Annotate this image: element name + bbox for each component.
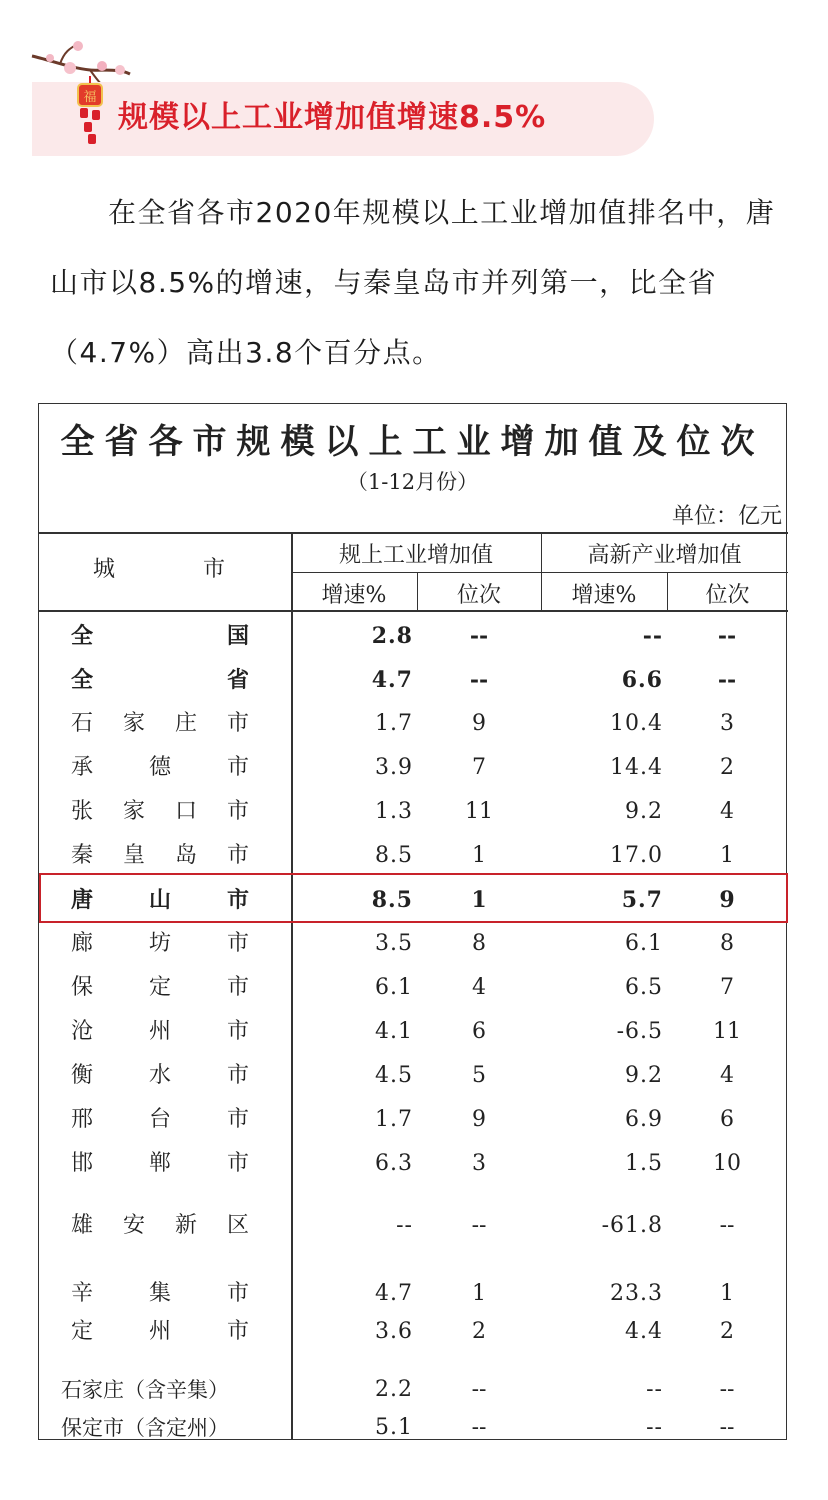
hightech-rank-cell: -- [719, 1377, 735, 1402]
table-row [39, 616, 786, 656]
hightech-speed-cell: 1.5 [625, 1151, 663, 1176]
hightech-speed-cell: 4.4 [625, 1319, 663, 1344]
city-name-cell: 廊 坊 市 [71, 931, 249, 956]
industrial-rank-cell: 2 [472, 1319, 486, 1344]
hightech-rank-cell: 2 [720, 755, 734, 780]
city-name-cell: 辛 集 市 [71, 1281, 249, 1306]
table-row [39, 1012, 786, 1052]
table-row [39, 660, 786, 700]
hightech-rank-cell: 1 [720, 1281, 734, 1306]
hightech-speed-cell: 6.6 [621, 667, 663, 693]
city-name-cell: 全 国 [71, 623, 249, 649]
hightech-rank-cell: 8 [720, 931, 734, 956]
table-row [39, 924, 786, 964]
table-row [39, 968, 786, 1008]
industrial-speed-cell: 6.3 [375, 1151, 413, 1176]
svg-text:福: 福 [83, 90, 97, 105]
hightech-speed-cell: -- [642, 623, 663, 649]
table-row [39, 748, 786, 788]
hightech-speed-cell: 14.4 [610, 755, 663, 780]
industrial-rank-cell: -- [469, 667, 489, 693]
city-name-cell: 沧 州 市 [71, 1019, 249, 1044]
industrial-speed-cell: 1.3 [375, 799, 413, 824]
table-period: （1-12月份） [346, 470, 479, 494]
city-name-cell: 全 省 [71, 667, 249, 693]
table-row [39, 792, 786, 832]
fu-charm-icon [74, 76, 106, 148]
city-name-cell: 邯 郸 市 [71, 1151, 249, 1176]
hightech-speed-cell: -- [646, 1377, 663, 1402]
hightech-rank-cell: 4 [720, 799, 734, 824]
intro-paragraph [50, 178, 790, 388]
industrial-rank-cell: 7 [472, 755, 486, 780]
city-name-cell: 承 德 市 [71, 755, 249, 780]
industrial-rank-cell: -- [471, 1213, 487, 1238]
hightech-rank-cell: -- [719, 1213, 735, 1238]
hightech-speed-cell: 23.3 [610, 1281, 663, 1306]
industrial-speed-cell: 3.5 [375, 931, 413, 956]
table-row [39, 836, 786, 876]
industrial-speed-cell: 8.5 [375, 843, 413, 868]
section-title: 规模以上工业增加值增速8.5% [118, 100, 547, 135]
industrial-speed-cell: -- [396, 1213, 413, 1238]
hightech-rank-cell: 2 [720, 1319, 734, 1344]
tangshan-highlight-box [39, 873, 788, 923]
industrial-speed-cell: 1.7 [375, 1107, 413, 1132]
industrial-rank-cell: 11 [465, 799, 493, 824]
header-industrial: 规上工业增加值 [338, 543, 493, 568]
industrial-speed-cell: 1.7 [375, 711, 413, 736]
city-name-cell: 石 家 庄 市 [71, 711, 249, 736]
industrial-speed-cell: 4.1 [375, 1019, 413, 1044]
industrial-rank-cell: 6 [472, 1019, 486, 1044]
hightech-rank-cell: 11 [713, 1019, 741, 1044]
hightech-speed-cell: 6.9 [625, 1107, 663, 1132]
table-row [39, 1056, 786, 1096]
city-name-cell: 衡 水 市 [71, 1063, 249, 1088]
table-title: 全省各市规模以上工业增加值及位次 [60, 422, 765, 462]
hightech-speed-cell: 6.1 [625, 931, 663, 956]
industrial-speed-cell: 2.2 [375, 1377, 413, 1402]
hightech-rank-cell: -- [717, 667, 737, 693]
header-speed-2: 增速% [571, 583, 637, 608]
table-rule [39, 532, 788, 534]
hightech-rank-cell: 3 [720, 711, 734, 736]
city-name-cell: 邢 台 市 [71, 1107, 249, 1132]
header-rank-2: 位次 [705, 583, 750, 608]
hightech-speed-cell: -61.8 [601, 1213, 663, 1238]
hightech-rank-cell: 4 [720, 1063, 734, 1088]
table-row [39, 1206, 786, 1246]
hightech-rank-cell: -- [719, 1415, 735, 1440]
industrial-rank-cell: 8 [472, 931, 486, 956]
industrial-rank-cell: -- [469, 623, 489, 649]
industrial-speed-cell: 3.6 [375, 1319, 413, 1344]
city-name-cell: 秦 皇 岛 市 [71, 843, 249, 868]
hightech-speed-cell: 9.2 [625, 799, 663, 824]
table-row [39, 1144, 786, 1184]
industrial-rank-cell: 1 [472, 843, 486, 868]
industrial-speed-cell: 5.1 [375, 1415, 413, 1440]
header-city: 城 市 [92, 557, 225, 582]
industrial-rank-cell: 1 [472, 1281, 486, 1306]
industrial-speed-cell: 8.5 [371, 887, 413, 913]
city-name-cell: 保定市（含定州） [61, 1416, 229, 1440]
hightech-speed-cell: 5.7 [621, 887, 663, 913]
hightech-speed-cell: 9.2 [625, 1063, 663, 1088]
city-name-cell: 保 定 市 [71, 975, 249, 1000]
ranking-table [38, 403, 787, 1440]
industrial-speed-cell: 4.5 [375, 1063, 413, 1088]
table-row [39, 1100, 786, 1140]
table-row [39, 1370, 786, 1410]
industrial-rank-cell: -- [471, 1377, 487, 1402]
table-row [39, 1274, 786, 1314]
industrial-speed-cell: 6.1 [375, 975, 413, 1000]
city-name-cell: 张 家 口 市 [71, 799, 249, 824]
hightech-speed-cell: -- [646, 1415, 663, 1440]
hightech-speed-cell: 17.0 [610, 843, 663, 868]
industrial-rank-cell: 9 [472, 711, 486, 736]
hightech-speed-cell: 6.5 [625, 975, 663, 1000]
table-rule [291, 572, 788, 573]
hightech-speed-cell: -6.5 [616, 1019, 663, 1044]
industrial-rank-cell: 9 [472, 1107, 486, 1132]
industrial-speed-cell: 2.8 [371, 623, 413, 649]
industrial-speed-cell: 3.9 [375, 755, 413, 780]
city-name-cell: 唐 山 市 [71, 887, 249, 913]
city-name-cell: 雄 安 新 区 [71, 1213, 249, 1238]
header-hightech: 高新产业增加值 [587, 543, 742, 568]
table-row [39, 1312, 786, 1352]
industrial-rank-cell: 5 [472, 1063, 486, 1088]
table-row [39, 1408, 786, 1448]
hightech-rank-cell: 9 [719, 887, 735, 913]
hightech-rank-cell: 10 [713, 1151, 741, 1176]
table-unit: 单位：亿元 [671, 504, 782, 529]
header-rank-1: 位次 [456, 583, 501, 608]
industrial-rank-cell: 1 [471, 887, 487, 913]
industrial-speed-cell: 4.7 [375, 1281, 413, 1306]
industrial-rank-cell: 4 [472, 975, 486, 1000]
industrial-rank-cell: -- [471, 1415, 487, 1440]
header-speed-1: 增速% [321, 583, 387, 608]
hightech-rank-cell: 1 [720, 843, 734, 868]
hightech-rank-cell: -- [717, 623, 737, 649]
table-row [39, 704, 786, 744]
intro-text: 在全省各市2020年规模以上工业增加值排名中，唐山市以8.5%的增速，与秦皇岛市并列第一，比全省（4.7%）高出3.8个百分点。 [50, 196, 776, 369]
hightech-rank-cell: 6 [720, 1107, 734, 1132]
industrial-speed-cell: 4.7 [371, 667, 413, 693]
hightech-rank-cell: 7 [720, 975, 734, 1000]
city-name-cell: 定 州 市 [71, 1319, 249, 1344]
table-rule [39, 610, 788, 612]
hightech-speed-cell: 10.4 [610, 711, 663, 736]
city-name-cell: 石家庄（含辛集） [61, 1378, 229, 1402]
industrial-rank-cell: 3 [472, 1151, 486, 1176]
